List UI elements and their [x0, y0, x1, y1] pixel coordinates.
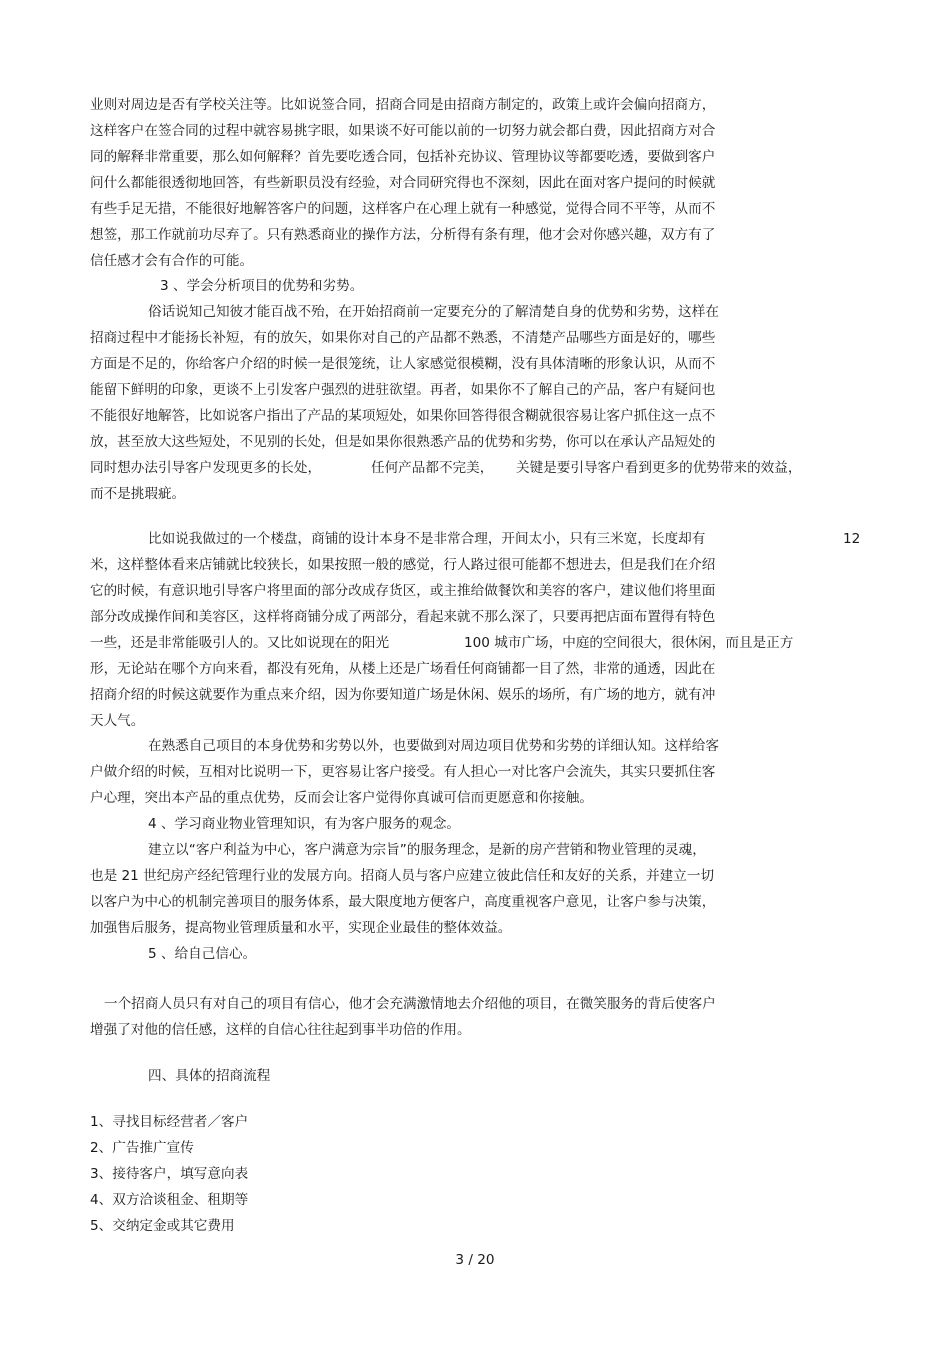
- text-line: 而不是挑瑕疵。: [90, 486, 186, 502]
- text-line: 放，甚至放大这些短处，不见别的长处，但是如果你很熟悉产品的优势和劣势，你可以在承认产品短处的: [90, 434, 716, 450]
- text-segment: 任何产品都不完美，: [371, 460, 494, 476]
- text-segment: 一些，还是非常能吸引人的。又比如说现在的阳光: [90, 635, 390, 651]
- text-line: 信任感才会有合作的可能。: [90, 253, 254, 269]
- text-line: 户做介绍的时候，互相对比说明一下，更容易让客户接受。有人担心一对比客户会流失，其实只要抓住客: [90, 764, 716, 780]
- text-segment: 100 城市广场，中庭的空间很大，很休闲，而且是正方: [464, 635, 794, 651]
- heading-4: 4 、学习商业物业管理知识，有为客户服务的观念。: [148, 816, 461, 832]
- text-line: 米，这样整体看来店铺就比较狭长，如果按照一般的感觉，行人路过很可能都不想进去，但是我们在介绍: [90, 557, 716, 573]
- text-line: 形，无论站在哪个方向来看，都没有死角，从楼上还是广场看任何商铺都一目了然，非常的通透，因此在: [90, 661, 716, 677]
- text-line: 有些手足无措，不能很好地解答客户的问题，这样客户在心理上就有一种感觉，觉得合同不平等，从而不: [90, 201, 716, 217]
- text-line: 加强售后服务，提高物业管理质量和水平，实现企业最佳的整体效益。: [90, 920, 512, 936]
- text-line: 部分改成操作间和美容区，这样将商铺分成了两部分，看起来就不那么深了，只要再把店面布置得有特色: [90, 609, 716, 625]
- text-line: 业则对周边是否有学校关注等。比如说签合同，招商合同是由招商方制定的，政策上或许会偏向招商方，: [90, 97, 716, 113]
- text-line: 它的时候，有意识地引导客户将里面的部分改成存货区，或主推给做餐饮和美容的客户，建议他们将里面: [90, 583, 716, 599]
- page-number: 3 / 20: [455, 1252, 495, 1268]
- section-title: 四、具体的招商流程: [148, 1068, 271, 1084]
- list-item: 2、广告推广宣传: [90, 1140, 194, 1156]
- text-line: 想签，那工作就前功尽弃了。只有熟悉商业的操作方法，分析得有条有理，他才会对你感兴趣，双方有了: [90, 227, 716, 243]
- list-item: 4、双方洽谈租金、租期等: [90, 1192, 249, 1208]
- text-line: 方面是不足的，你给客户介绍的时候一是很笼统，让人家感觉很模糊，没有具体清晰的形象认识，从而不: [90, 356, 716, 372]
- text-line: 建立以“客户利益为中心，客户满意为宗旨”的服务理念，是新的房产营销和物业管理的灵魂，: [148, 842, 706, 858]
- text-line: 以客户为中心的机制完善项目的服务体系，最大限度地方便客户，高度重视客户意见，让客户参与决策，: [90, 894, 716, 910]
- text-line: 俗话说知己知彼才能百战不殆，在开始招商前一定要充分的了解清楚自身的优势和劣势，这样在: [148, 304, 719, 320]
- text-line: 不能很好地解答，比如说客户指出了产品的某项短处，如果你回答得很含糊就很容易让客户抓住这一点不: [90, 408, 716, 424]
- text-line: 增强了对他的信任感，这样的自信心往往起到事半功倍的作用。: [90, 1022, 471, 1038]
- list-item: 1、寻找目标经营者／客户: [90, 1114, 249, 1130]
- text-line: 在熟悉自己项目的本身优势和劣势以外，也要做到对周边项目优势和劣势的详细认知。这样给客: [148, 738, 719, 754]
- text-segment: 关键是要引导客户看到更多的优势带来的效益，: [516, 460, 802, 476]
- text-segment: 同时想办法引导客户发现更多的长处，: [90, 460, 322, 476]
- text-line: 也是 21 世纪房产经纪管理行业的发展方向。招商人员与客户应建立彼此信任和友好的关系，并建立一切: [90, 868, 715, 884]
- text-line: 招商介绍的时候这就要作为重点来介绍，因为你要知道广场是休闲、娱乐的场所，有广场的地方，就有冲: [90, 687, 716, 703]
- text-line: 问什么都能很透彻地回答，有些新职员没有经验，对合同研究得也不深刻，因此在面对客户提问的时候就: [90, 175, 716, 191]
- text-line: 户心理，突出本产品的重点优势，反而会让客户觉得你真诚可信而更愿意和你接触。: [90, 790, 593, 806]
- text-line: 同的解释非常重要，那么如何解释？首先要吃透合同，包括补充协议、管理协议等都要吃透，要做到客户: [90, 149, 716, 165]
- list-item: 5、交纳定金或其它费用: [90, 1218, 235, 1234]
- text-line: 一个招商人员只有对自己的项目有信心，他才会充满激情地去介绍他的项目，在微笑服务的背后使客户: [104, 996, 716, 1012]
- list-item: 3、接待客户，填写意向表: [90, 1166, 249, 1182]
- heading-5: 5 、给自己信心。: [148, 946, 257, 962]
- text-line: 比如说我做过的一个楼盘，商铺的设计本身不是非常合理，开间太小，只有三米宽，长度却有: [148, 531, 706, 547]
- text-line: 这样客户在签合同的过程中就容易挑字眼，如果谈不好可能以前的一切努力就会都白费，因此招商方对合: [90, 123, 716, 139]
- text-line: 天人气。: [90, 713, 145, 729]
- text-line: 招商过程中才能扬长补短，有的放矢，如果你对自己的产品都不熟悉，不清楚产品哪些方面是好的，哪些: [90, 330, 716, 346]
- heading-3: 3 、学会分析项目的优势和劣势。: [160, 278, 364, 294]
- side-number: 12: [843, 531, 861, 547]
- text-line: 能留下鲜明的印象，更谈不上引发客户强烈的进驻欲望。再者，如果你不了解自己的产品，客户有疑问也: [90, 382, 716, 398]
